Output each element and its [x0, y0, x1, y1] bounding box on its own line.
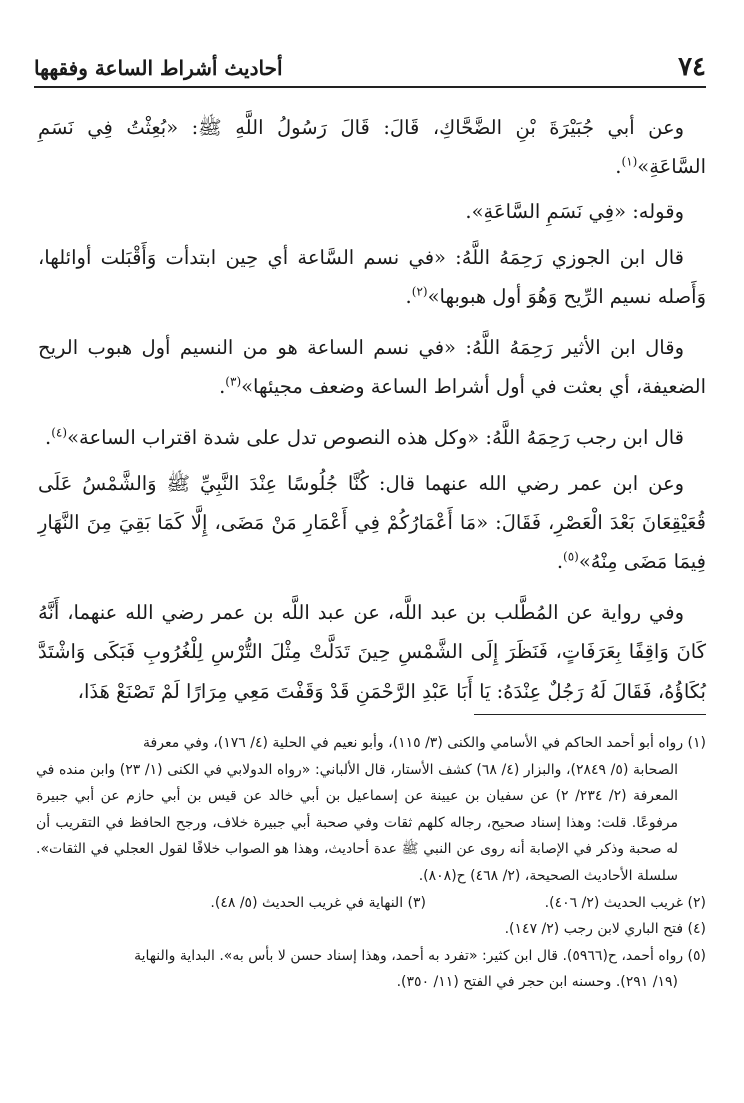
- paragraph-1-end: .: [615, 155, 622, 179]
- page-number: ٧٤: [678, 52, 706, 82]
- footnote-4: (٤) فتح الباري لابن رجب (٢/ ١٤٧).: [504, 921, 706, 938]
- page-header: [34, 50, 706, 90]
- paragraph-4-text: وقال ابن الأثير رَحِمَهُ اللَّهُ: «في نسم الساعة هو من النسيم أول هبوب الريح الضعيفة، أي بعثت في أول أشراط الساعة وضعف مجيئها»: [38, 336, 706, 399]
- footnote-2: (٢) غريب الحديث (٢/ ٤٠٦).: [544, 894, 706, 911]
- footnote-ref-3[interactable]: (٣): [225, 374, 242, 389]
- footnote-3: (٣) النهاية في غريب الحديث (٥/ ٤٨).: [210, 894, 426, 911]
- footnote-divider: [474, 714, 706, 715]
- running-title: أحاديث أشراط الساعة وفقهها: [34, 56, 283, 80]
- paragraph-2: وقوله: «فِي نَسَمِ السَّاعَةِ».: [465, 200, 684, 224]
- footnote-5: [36, 943, 706, 996]
- paragraph-4-end: .: [219, 375, 226, 399]
- footnote-5-continuation: (١٩/ ٢٩١). وحسنه ابن حجر في الفتح (١١/ ٣٥٠).: [396, 974, 678, 991]
- footnote-ref-5[interactable]: (٥): [563, 549, 579, 564]
- footnote-1-line-1: (١) رواه أبو أحمد الحاكم في الأسامي والكنى (٣/ ١١٥)، وأبو نعيم في الحلية (٤/ ١٧٦)، وفي معرفة: [143, 735, 706, 751]
- header-divider: [34, 86, 706, 88]
- footnote-ref-1[interactable]: (١): [621, 154, 638, 169]
- paragraph-6: [38, 464, 706, 582]
- footnote-1-continuation: الصحابة (٥/ ٢٨٤٩)، والبزار (٤/ ٦٨) كشف الأستار، قال الألباني: «رواه الدولابي في الكنى (١/ ٢٣) وابن منده في المعرفة (٢/ ٢٣٤/ ٢) عن سفيان بن عيينة عن إسماعيل بن أبي خالد عن قيس بن أبي حازم عن أبي جبيرة مرفوعًا. قلت: وهذا إسناد صحيح، رجاله كلهم ثقات وفي صحبة أبي جبيرة خلاف، ورجح الحافظ في التقريب أن له صحبة وذكر في الإصابة أنه روى عن النبي ﷺ عدة أحاديث، وهذا هو الصواب خلافًا لقول العجلي في الثقات». سلسلة الأحاديث الصحيحة، (٢/ ٤٦٨) ح(٨٠٨).: [36, 761, 679, 884]
- paragraph-5: [38, 418, 706, 457]
- paragraph-3: [38, 238, 706, 316]
- paragraph-6-end: .: [556, 550, 564, 574]
- paragraph-6-text: وعن ابن عمر رضي الله عنهما قال: كُنَّا جُلُوسًا عِنْدَ النَّبِيِّ ﷺ وَالشَّمْسُ عَلَى قُعَيْقِعَانَ بَعْدَ الْعَصْرِ، فَقَالَ: «مَا أَعْمَارُكُمْ فِي أَعْمَارِ مَنْ مَضَى، إِلَّا كَمَا بَقِيَ مِنَ النَّهَارِ فِيمَا مَضَى مِنْهُ»: [38, 471, 706, 574]
- paragraph-5-end: .: [45, 426, 52, 450]
- paragraph-1: [38, 108, 706, 186]
- paragraph-4: [38, 328, 706, 406]
- paragraph-3-end: .: [405, 284, 412, 308]
- footnote-1: [36, 730, 706, 890]
- paragraph-3-text: قال ابن الجوزي رَحِمَهُ اللَّهُ: «في نسم السَّاعة أي حِين ابتدأت وَأَقْبَلت أوائلها، وَأَصله نسيم الرِّيح وَهُوَ أول هبوبها»: [38, 245, 706, 308]
- footnote-row-2-3: [36, 890, 706, 917]
- paragraph-7: وفي رواية عن المُطَّلب بن عبد اللَّه، عن عبد اللَّه بن عمر رضي الله عنهما، أَنَّهُ كَانَ وَاقِفًا بِعَرَفَاتٍ، فَنَظَرَ إِلَى الشَّمْسِ حِينَ تَدَلَّتْ مِثْلَ التُّرْسِ لِلْغُرُوبِ فَبَكَى وَاشْتَدَّ بُكَاؤُهُ، فَقَالَ لَهُ رَجُلٌ عِنْدَهُ: يَا أَبَا عَبْدِ الرَّحْمَنِ قَدْ وَقَفْتَ مَعِي مِرَارًا لَمْ تَصْنَعْ هَذَا،: [38, 601, 706, 703]
- paragraph-5-text: قال ابن رجب رَحِمَهُ اللَّهُ: «وكل هذه النصوص تدل على شدة اقتراب الساعة»: [67, 426, 684, 450]
- footnotes: [36, 730, 706, 996]
- footnote-ref-2[interactable]: (٢): [411, 284, 428, 299]
- paragraph-1-text: وعن أبي جُبَيْرَةَ بْنِ الضَّحَّاكِ، قَالَ: قَالَ رَسُولُ اللَّهِ ﷺ: «بُعِثْتُ فِي نَسَمِ السَّاعَةِ»: [38, 116, 706, 179]
- main-text: [38, 108, 706, 703]
- footnote-ref-4[interactable]: (٤): [51, 425, 68, 440]
- footnote-5-line-1: (٥) رواه أحمد، ح(٥٩٦٦). قال ابن كثير: «تفرد به أحمد، وهذا إسناد حسن لا بأس به». البداية والنهاية: [134, 947, 706, 964]
